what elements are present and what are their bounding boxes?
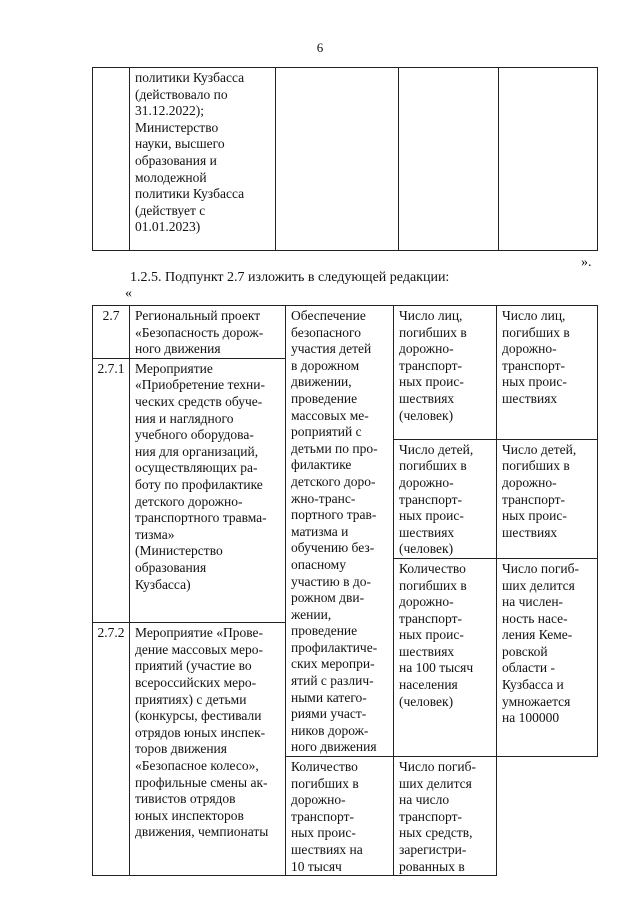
cell-empty [276, 68, 399, 251]
cell-empty [93, 68, 130, 251]
table-row [93, 68, 598, 251]
indicator-name: Количество погибших в дорожно- транспорт- ных проис- шествиях на 100 тысяч населения (человек) [394, 558, 497, 756]
indicator-name: Количество погибших в дорожно- транспорт- ных проис- шествиях на 10 тысяч [286, 757, 394, 876]
continued-table [92, 67, 598, 251]
indicator-method: Число погиб- ших делится на число транспорт- ных средств, зарегистри- рованных в [394, 757, 497, 876]
closing-quote: ». [581, 255, 592, 270]
activity-name: Мероприятие «Приобретение техни- ческих средств обуче- ния и наглядного учебного оборудова- ния для организаций, осуществляющих ра- боту по профилактике детского дорожно- транспортного травма- тизма» (Министерство образования Кузбасса) [130, 358, 286, 623]
program-table [92, 305, 598, 876]
row-number: 2.7 [93, 306, 130, 359]
cell-empty [499, 68, 598, 251]
goal-cell: Обеспечение безопасного участия детей в дорожном движении, проведение массовых ме- роприятий с детьми по про- филактике детского доро- жно-транс- портного трав- матизма и обучению без- опасному участию в до- рожном дви- жении, проведение профилактиче- ских меропри- ятий с различ- ными катего- риями участ- ников дорож- ного движения [286, 306, 394, 757]
page-number: 6 [316, 40, 324, 55]
opening-quote: « [125, 286, 132, 301]
amendment-paragraph: 1.2.5. Подпункт 2.7 изложить в следующей редакции: [130, 270, 450, 285]
cell-responsible: политики Кузбасса (действовало по 31.12.2022); Министерство науки, высшего образования и молодежной политики Кузбасса (действует с 01.01.2023) [130, 68, 276, 251]
table-row [93, 306, 598, 359]
indicator-method: Число детей, погибших в дорожно- транспорт- ных проис- шествиях [497, 439, 598, 558]
indicator-method: Число лиц, погибших в дорожно- транспорт- ных проис- шествиях [497, 306, 598, 440]
cell-empty [399, 68, 499, 251]
row-number: 2.7.1 [93, 358, 130, 623]
activity-name: Мероприятие «Прове- дение массовых меро- приятий (участие во всероссийских меро- приятиях) с детьми (конкурсы, фестивали отрядов юных инспек- торов движения «Безопасное колесо», профильные смены ак- тивистов отрядов юных инспекторов движения, чемпионаты [130, 623, 286, 876]
row-number: 2.7.2 [93, 623, 130, 876]
indicator-method: Число погиб- ших делится на числен- ность насе- ления Кеме- ровской области - Кузбасса и умножается на 100000 [497, 558, 598, 756]
indicator-name: Число детей, погибших в дорожно- транспорт- ных проис- шествиях (человек) [394, 439, 497, 558]
indicator-name: Число лиц, погибших в дорожно- транспорт- ных проис- шествиях (человек) [394, 306, 497, 440]
project-name: Региональный проект «Безопасность дорож- ного движения [130, 306, 286, 359]
